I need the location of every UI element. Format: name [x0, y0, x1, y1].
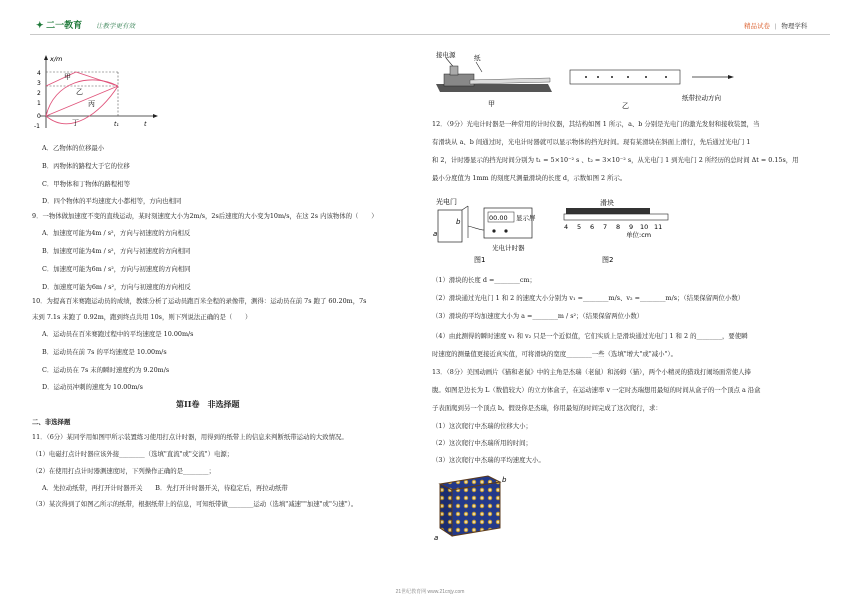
- q11-part2-options: A．先拉动纸带，再打开计时器开关 B．先打开计时器开关，待稳定后，再拉动纸带: [42, 484, 288, 492]
- q9-stem: 9．一物体做加速度不变的直线运动，某时刻速度大小为2m/s，2s后速度的大小变为10m/s，在这 2s 内该物体的（ ）: [32, 212, 378, 220]
- y-tick-3: 3: [37, 80, 41, 87]
- q10-stem-line2: 末到 7.1s 末跑了 0.92m，跑到终点共用 10s，则下列说法正确的是（ ）: [32, 313, 252, 321]
- q13-line3: 子表面爬到另一个顶点 b。假设你是杰瑞，你用最短的时间完成了这次爬行，求：: [432, 404, 662, 412]
- tape-dot: [665, 76, 667, 78]
- label-bing: 丙: [88, 100, 95, 108]
- q11-part3: （3）某次得到了如图乙所示的纸带，根据纸带上的信息，可知纸带做________运动（选填"减速""加速"或"匀速"）。: [32, 500, 358, 508]
- label-gate: 光电门: [436, 198, 457, 206]
- label-fig2: 图2: [602, 256, 614, 264]
- ruler-tick-8: 8: [616, 223, 621, 231]
- curve-yi: [46, 80, 118, 116]
- q13-line2: 腹。如图是边长为 L（数值较大）的立方体盒子，在运动速率 v 一定时杰瑞想用最短的时间从盒子的一个顶点 a 沿盒: [432, 386, 761, 394]
- ruler-bar: [564, 214, 668, 220]
- label-direction: 纸带拉动方向: [682, 94, 721, 102]
- label-jia: 甲: [64, 73, 71, 81]
- paper-strip: [470, 78, 550, 84]
- label-fig1: 图1: [474, 256, 486, 264]
- q12-line3: 和 2，计时器显示的挡光时间分别为 t₁ = 5×10⁻² s 、t₂ = 3×10⁻² s，从光电门 1 到光电门 2 所经历的总时间 Δt = 0.15s，用: [432, 156, 799, 164]
- y-tick-minus1: -1: [34, 123, 40, 130]
- q10-option-b: B．运动员在前 7s 的平均速度是 10.00m/s: [42, 348, 167, 356]
- label-slider: 滑块: [600, 199, 614, 207]
- q12-line4: 最小分度值为 1mm 的刻度尺测量滑块的长度 d，示数如图 2 所示。: [432, 174, 627, 182]
- y-axis-label: x/m: [50, 55, 63, 63]
- header-separator: |: [774, 23, 777, 30]
- q8-option-b: B．丙物体的路程大于它的位移: [42, 162, 130, 170]
- ruler-tick-4: 4: [564, 223, 569, 231]
- q12-part4-line2: 时速度的测量值更接近真实值，可将滑块的宽度________一些（选填"增大"或"减小"）。: [432, 350, 678, 358]
- gate-frame: [438, 210, 462, 242]
- q8-option-c: C．甲物体和丁物体的路程相等: [42, 180, 130, 188]
- gate-edge: [462, 206, 468, 210]
- label-yi: 乙: [622, 102, 629, 110]
- tape-dot: [585, 76, 587, 78]
- page-footer: 21世纪教育网 www.21cnjy.com: [395, 589, 465, 595]
- y-tick-2: 2: [37, 90, 41, 97]
- q13-part1: （1）这次爬行中杰瑞的位移大小；: [432, 422, 532, 430]
- header-divider: [30, 34, 830, 35]
- ruler-tick-9: 9: [629, 223, 634, 231]
- label-jia: 甲: [488, 100, 495, 108]
- header-right: [744, 21, 807, 30]
- direction-arrowhead: [728, 75, 734, 79]
- display-value: 00.00: [489, 214, 508, 222]
- q12-part2: （2）滑块通过光电门 1 和 2 的速度大小分别为 v₁ =________m/s、v₂ =________m/s；（结果保留两位小数）: [432, 294, 745, 302]
- q12-line2: 有滑块从 a、b 间通过时，光电计时器就可以显示物体的挡光时间。现有某滑块在斜面上滑行，先后通过光电门 1: [432, 138, 751, 146]
- cube-front-face: [452, 482, 500, 536]
- label-display: 显示屏: [516, 214, 536, 222]
- q9-option-b: B．加速度可能为4m / s²，方向与初速度的方向相同: [42, 247, 191, 255]
- q10-option-a: A．运动员在百米赛跑过程中的平均速度是 10.00m/s: [42, 330, 194, 338]
- y-axis-arrow: [44, 55, 48, 60]
- runner-icon: ✦: [36, 20, 44, 30]
- label-paper: 纸: [474, 54, 481, 62]
- site-slogan: 让教学更有效: [96, 23, 135, 30]
- tape-dot: [611, 76, 613, 78]
- q12-part1: （1）滑块的长度 d =________cm；: [432, 276, 536, 284]
- ruler-tick-6: 6: [590, 223, 595, 231]
- label-unit: 单位:cm: [626, 231, 652, 239]
- t-axis-arrow: [153, 114, 158, 118]
- q9-option-a: A．加速度可能为4m / s²，方向与初速度的方向相反: [42, 229, 191, 237]
- y-tick-4: 4: [37, 70, 41, 77]
- cube-label-a: a: [434, 534, 439, 542]
- gate-label-a: a: [433, 230, 438, 238]
- q10-option-d: D．运动员冲刺的速度为 10.00m/s: [42, 383, 143, 391]
- site-logo: ✦ 二一教育: [36, 20, 83, 30]
- t1-label: t₁: [114, 121, 119, 128]
- timer-figure: [430, 48, 770, 116]
- q9-option-d: D．加速度可能为6m / s²，方向与初速度的方向相反: [42, 283, 191, 291]
- header-tag: 精品试卷: [744, 23, 770, 30]
- timer-body: [444, 74, 474, 86]
- cube-box-image: [430, 470, 520, 542]
- cube-left-face: [440, 484, 452, 536]
- paper-leader: [476, 62, 482, 72]
- label-ding: 丁: [72, 119, 79, 127]
- q13-part2: （2）这次爬行中杰瑞所用的时间；: [432, 439, 532, 447]
- xt-graph: [30, 52, 160, 132]
- q13-part3: （3）这次爬行中杰瑞的平均速度大小。: [432, 456, 545, 464]
- tape-dot: [645, 76, 647, 78]
- ruler-tick-7: 7: [603, 223, 608, 231]
- q10-stem-line1: 10．为提高百米赛跑运动员的成绩，教练分析了运动员跑百米全程的录像带，测得：运动员在前 7s 跑了 60.20m，7s: [32, 297, 367, 305]
- section2-title: 二、非选择题: [32, 418, 71, 426]
- q9-option-c: C．加速度可能为6m / s²，方向与初速度的方向相同: [42, 265, 191, 273]
- ruler-tick-10: 10: [640, 223, 649, 231]
- photogate-figure: [432, 194, 672, 266]
- q8-option-d: D．四个物体的平均速度大小都相等，方向也相同: [42, 197, 182, 205]
- curve-jia: [46, 72, 118, 86]
- timer-terminal: [450, 66, 458, 75]
- gate-label-b: b: [456, 218, 461, 226]
- ruler-tick-5: 5: [577, 223, 582, 231]
- q11-stem: 11．（6分）某同学用如图甲所示装置练习使用打点计时器，用得到的纸带上的信息来判断纸带运动的大致情况。: [32, 433, 348, 441]
- q12-line1: 12．（9分）光电计时器是一种常用的计时仪器，其结构如图 1 所示，a、b 分别是光电门的激光发射和接收装置，当: [432, 120, 760, 128]
- label-timer: 光电计时器: [492, 244, 525, 252]
- timer-knob: [492, 229, 495, 232]
- slider-block: [566, 208, 650, 214]
- label-power: 接电源: [436, 51, 456, 59]
- q11-part1: （1）电磁打点计时器应该外接________（选填"直流"或"交流"）电源；: [32, 450, 234, 458]
- q12-part3: （3）滑块的平均加速度大小为 a =________m / s²；（结果保留两位小数）: [432, 312, 644, 320]
- q12-part4-line1: （4）由此测得的瞬时速度 v₁ 和 v₂ 只是一个近似值，它们实质上是滑块通过光电门 1 和 2 的________，要使瞬: [432, 332, 748, 340]
- q10-option-c: C．运动员在 7s 末的瞬时速度约为 9.20m/s: [42, 366, 170, 374]
- cube-label-b: b: [502, 476, 507, 484]
- label-yi: 乙: [76, 88, 83, 96]
- tape-dot: [627, 76, 629, 78]
- part2-title: 第II卷 非选择题: [176, 399, 240, 409]
- q13-line1: 13．（8分）美国动画片《猫和老鼠》中的主角是杰瑞（老鼠）和汤姆（猫），两个小精灵的猎戏打闹场面常使人捧: [432, 368, 751, 376]
- y-tick-1: 1: [37, 100, 41, 107]
- t-axis-label: t: [144, 120, 147, 128]
- header-subject: 物理学科: [781, 23, 808, 30]
- tape-dot: [597, 76, 599, 78]
- timer-knob: [504, 229, 507, 232]
- ruler-tick-11: 11: [654, 223, 663, 231]
- q8-option-a: A．乙物体的位移最小: [42, 144, 105, 152]
- q11-part2: （2）在使用打点计时器测速度时，下列操作正确的是________；: [32, 467, 216, 475]
- y-tick-0: 0: [37, 113, 41, 120]
- gate-cable: [468, 226, 484, 230]
